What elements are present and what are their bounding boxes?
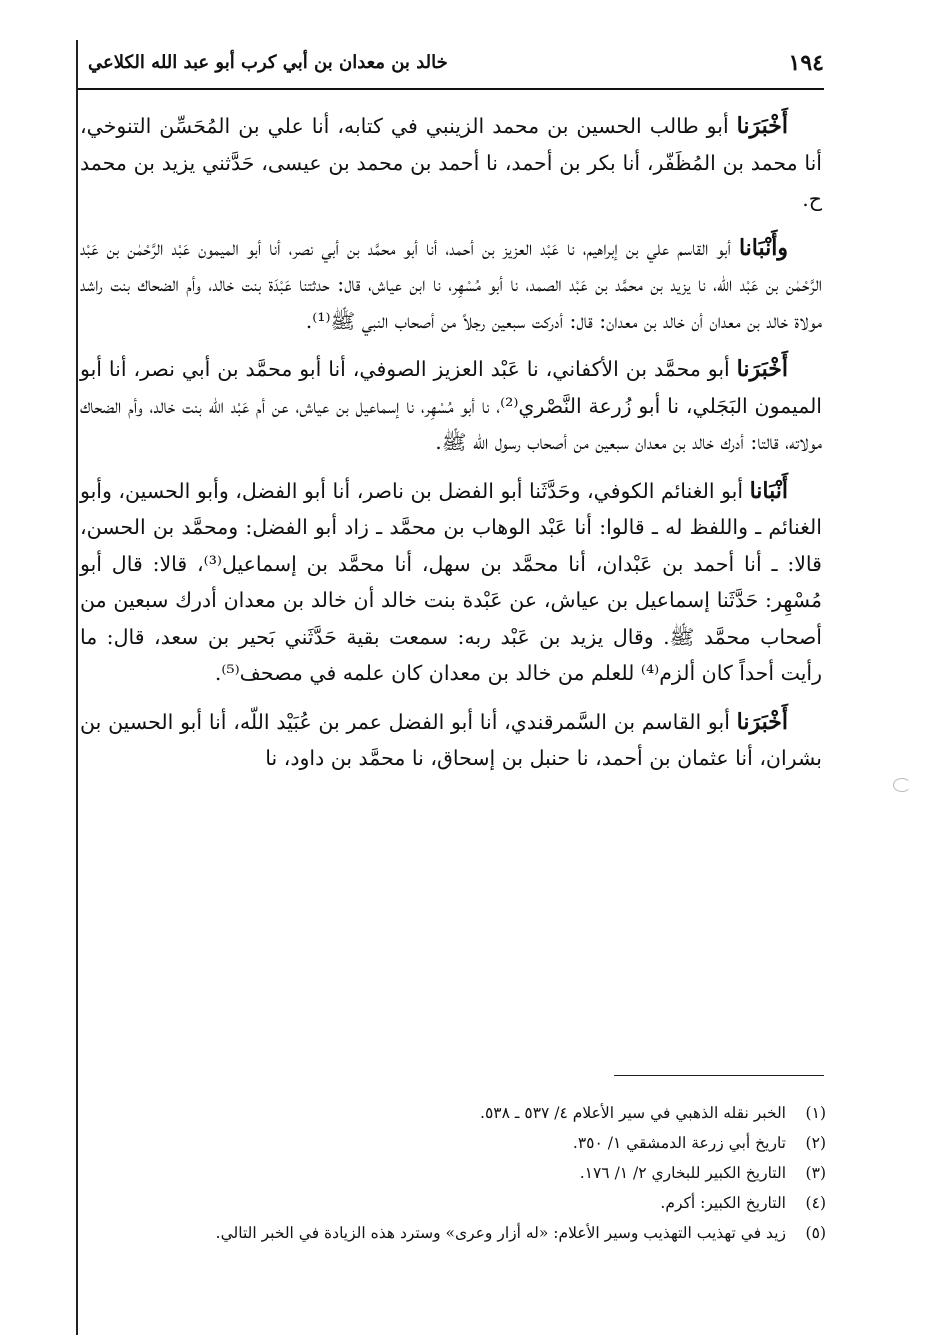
paragraph xyxy=(80,230,822,340)
paragraph xyxy=(80,704,822,777)
footnotes xyxy=(80,1098,826,1248)
paragraph-keyword: أَخْبَرَنا xyxy=(736,356,788,382)
footnote-rule xyxy=(614,1075,824,1076)
footnote xyxy=(80,1128,826,1158)
paragraph-keyword: أَخْبَرَنا xyxy=(736,113,788,139)
footnote-number: (٥) xyxy=(805,1224,826,1242)
paragraph-text: أبو القاسم بن السَّمرقندي، أنا أبو الفضل عمر بن عُبَيْد اللّه، أنا أبو الحسين بن بشران، أنا عثمان بن أحمد، نا حنبل بن إسحاق، نا محمَّد بن داود، نا xyxy=(80,709,822,770)
paragraph-keyword: أَخْبَرَنا xyxy=(736,708,788,735)
footnote-text: زيد في تهذيب التهذيب وسير الأعلام: «له أزار وعرى» وسترد هذه الزيادة في الخبر التالي. xyxy=(215,1224,786,1242)
footnote-text: التاريخ الكبير: أكرم. xyxy=(660,1194,786,1212)
paragraph-text: أبو طالب الحسين بن محمد الزينبي في كتابه، أنا علي بن المُحَسِّن التنوخي، أنا محمد بن المُظَفّر، أنا بكر بن أحمد، نا أحمد بن محمد بن عيسى، حَدَّثني يزيد بن محمد ح. xyxy=(80,114,822,211)
footnote xyxy=(80,1218,826,1248)
paragraph xyxy=(80,351,822,461)
main-text xyxy=(80,108,822,789)
paragraph-text: أبو محمَّد بن الأكفاني، نا عَبْد العزيز الصوفي، أنا أبو محمَّد بن أبي نصر، أنا أبو الميمون البَجَلي، نا أبو زُرعة النَّصْري⁽²⁾، نا أبو مُسْهِر، نا إسماعيل بن عياش، عن أم عَبْد اللّه بنت خالد، وأم الضحاك مولاته، قالتا: أدرك خالد بن معدان سبعين من أصحاب رسول الله ﷺ. xyxy=(80,357,823,454)
header-rule xyxy=(78,88,824,90)
paragraph-text: أبو القاسم علي بن إبراهيم، نا عَبْد العزيز بن أحمد، أنا أبو محمَّد بن أبي نصر، أنا أبو الميمون عَبْد الرَّحْمٰن بن عَبْد الرَّحْمٰن بن عَبْد اللّه، نا يزيد بن محمَّد بن عَبْد الصمد، نا أبو مُسْهِر، نا ابن عياش، قال: حدثتنا عَبْدَة بنت خالد، وأم الضحاك بنت راشد مولاة خالد بن معدان أن خالد بن معدان: قال: أدركت سبعين رجلاً من أصحاب النبي ﷺ⁽¹⁾. xyxy=(80,235,822,333)
footnote-number: (١) xyxy=(805,1104,826,1122)
paragraph-keyword: أَنْبَانا xyxy=(749,477,788,504)
footnote-number: (٢) xyxy=(805,1134,826,1152)
scan-edge-mark xyxy=(893,778,911,792)
page-header xyxy=(78,48,824,88)
footnote xyxy=(80,1188,826,1218)
footnote-number: (٣) xyxy=(805,1164,826,1182)
footnote-number: (٤) xyxy=(805,1194,826,1212)
footnote-text: التاريخ الكبير للبخاري ٢/ ١/ ١٧٦. xyxy=(579,1164,786,1182)
footnote-text: تاريخ أبي زرعة الدمشقي ١/ ٣٥٠. xyxy=(572,1134,786,1152)
footnote xyxy=(80,1158,826,1188)
footnote-text: الخبر نقله الذهبي في سير الأعلام ٤/ ٥٣٧ ـ ٥٣٨. xyxy=(480,1104,786,1122)
paragraph xyxy=(80,473,822,692)
paragraph xyxy=(80,108,822,218)
margin-rule xyxy=(76,40,78,1335)
paragraph-keyword: وأَنْبَانا xyxy=(738,234,788,261)
footnote xyxy=(80,1098,826,1128)
paragraph-text: أبو الغنائم الكوفي، وحَدَّثَنا أبو الفضل بن ناصر، أنا أبو الفضل، وأبو الحسين، وأبو الغنائم ـ واللفظ له ـ قالوا: أنا عَبْد الوهاب بن محمَّد ـ زاد أبو الفضل: ومحمَّد بن الحسن، قالا: ـ أنا أحمد بن عَبْدان، أنا محمَّد بن سهل، أنا محمَّد بن إسماعيل⁽³⁾، قالا: قال أبو مُسْهِر: حَدَّثَنا إسماعيل بن عياش، عن عَبْدة بنت خالد أن خالد بن معدان أدرك سبعين من أصحاب محمَّد ﷺ. وقال يزيد بن عَبْد ربه: سمعت بقية حَدَّثَني بَحير بن سعد، قال: ما رأيت أحداً كان ألزم⁽⁴⁾ للعلم من خالد بن معدان كان علمه في مصحف⁽⁵⁾. xyxy=(80,478,822,685)
running-title: خالد بن معدان بن أبي كرب أبو عبد الله الكلاعي xyxy=(88,52,448,73)
page-number: ١٩٤ xyxy=(788,50,824,76)
